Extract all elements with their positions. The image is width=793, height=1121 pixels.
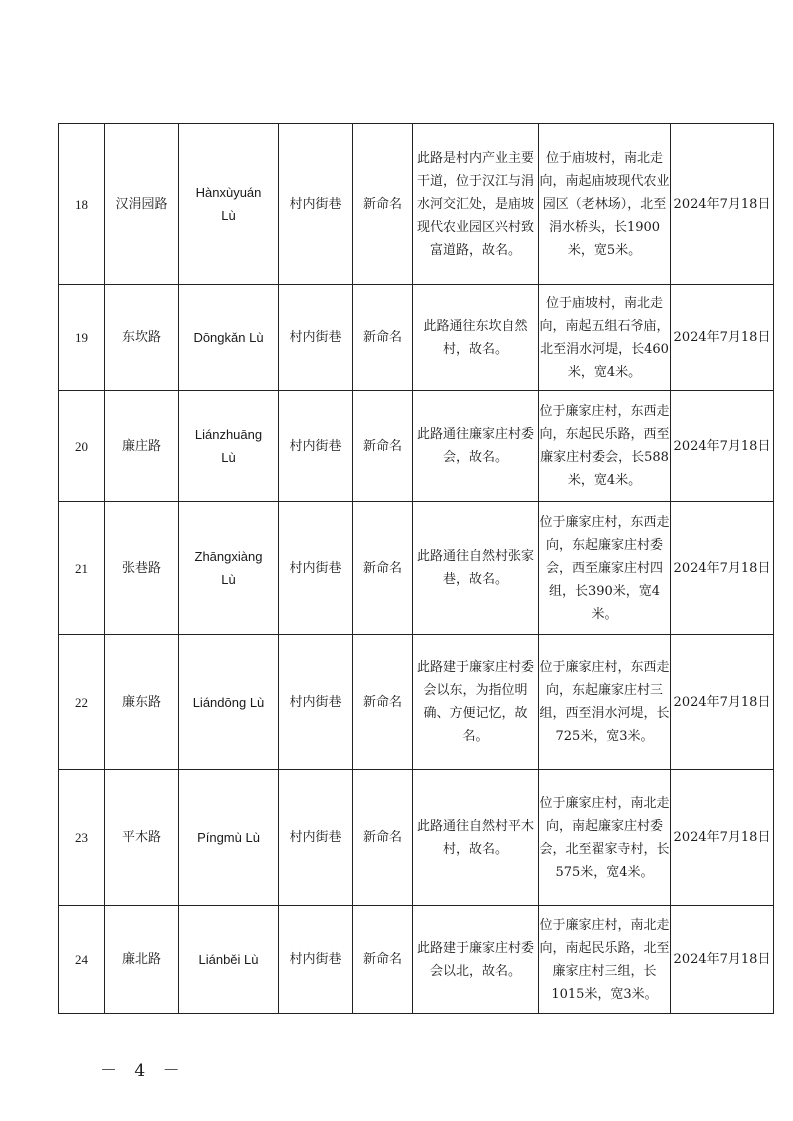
name-origin: 此路通往自然村平木村，故名。 <box>413 770 539 906</box>
road-pinyin <box>179 391 279 502</box>
road-location: 位于廉家庄村，东西走向，东起民乐路，西至廉家庄村委会，长588米，宽4米。 <box>539 391 671 502</box>
road-name: 汉涓园路 <box>105 124 179 285</box>
table-row <box>59 770 774 906</box>
road-name: 廉北路 <box>105 906 179 1014</box>
road-name: 平木路 <box>105 770 179 906</box>
road-category: 村内街巷 <box>279 635 353 770</box>
road-pinyin: Píngmù Lù <box>179 770 279 906</box>
road-location: 位于庙坡村，南北走向，南起庙坡现代农业园区（老林场），北至涓水桥头，长1900米，宽5米。 <box>539 124 671 285</box>
road-pinyin: Dōngkǎn Lù <box>179 285 279 391</box>
road-name: 张巷路 <box>105 502 179 635</box>
name-origin: 此路建于廉家庄村委会以北，故名。 <box>413 906 539 1014</box>
pinyin-line-1: Liánzhuāng <box>194 427 263 442</box>
naming-type: 新命名 <box>353 770 413 906</box>
road-name: 廉东路 <box>105 635 179 770</box>
row-number: 21 <box>59 502 105 635</box>
naming-type: 新命名 <box>353 906 413 1014</box>
naming-date: 2024年7月18日 <box>671 635 774 770</box>
name-origin: 此路是村内产业主要干道，位于汉江与涓水河交汇处，是庙坡现代农业园区兴村致富道路，故名。 <box>413 124 539 285</box>
pinyin-line-1: Zhāngxiàng <box>194 549 263 564</box>
table-row <box>59 124 774 285</box>
row-number: 24 <box>59 906 105 1014</box>
road-pinyin <box>179 502 279 635</box>
naming-date: 2024年7月18日 <box>671 770 774 906</box>
table-row <box>59 635 774 770</box>
road-category: 村内街巷 <box>279 391 353 502</box>
row-number: 23 <box>59 770 105 906</box>
pinyin-line-2: Lù <box>221 572 236 587</box>
road-pinyin <box>179 124 279 285</box>
table-row <box>59 502 774 635</box>
pinyin-line-2: Lù <box>221 450 236 465</box>
road-location: 位于廉家庄村，南北走向，南起民乐路，北至廉家庄村三组，长1015米，宽3米。 <box>539 906 671 1014</box>
table-row <box>59 391 774 502</box>
road-location: 位于廉家庄村，南北走向，南起廉家庄村委会，北至翟家寺村，长575米，宽4米。 <box>539 770 671 906</box>
road-location: 位于廉家庄村，东西走向，东起廉家庄村三组，西至涓水河堤，长725米，宽3米。 <box>539 635 671 770</box>
name-origin: 此路通往廉家庄村委会，故名。 <box>413 391 539 502</box>
naming-type: 新命名 <box>353 285 413 391</box>
naming-type: 新命名 <box>353 391 413 502</box>
naming-date: 2024年7月18日 <box>671 124 774 285</box>
naming-date: 2024年7月18日 <box>671 391 774 502</box>
table-row <box>59 285 774 391</box>
row-number: 19 <box>59 285 105 391</box>
road-category: 村内街巷 <box>279 770 353 906</box>
pinyin-line-1: Hànxùyuán <box>195 185 262 200</box>
road-location: 位于庙坡村，南北走向，南起五组石爷庙，北至涓水河堤，长460米，宽4米。 <box>539 285 671 391</box>
name-origin: 此路建于廉家庄村委会以东，为指位明确、方便记忆，故名。 <box>413 635 539 770</box>
road-name: 廉庄路 <box>105 391 179 502</box>
naming-date: 2024年7月18日 <box>671 285 774 391</box>
road-name: 东坎路 <box>105 285 179 391</box>
page-number: － 4 － <box>100 1061 186 1081</box>
name-origin: 此路通往自然村张家巷，故名。 <box>413 502 539 635</box>
naming-date: 2024年7月18日 <box>671 502 774 635</box>
road-category: 村内街巷 <box>279 502 353 635</box>
road-category: 村内街巷 <box>279 906 353 1014</box>
road-pinyin: Liánběi Lù <box>179 906 279 1014</box>
road-category: 村内街巷 <box>279 124 353 285</box>
road-naming-table <box>58 123 774 1014</box>
road-location: 位于廉家庄村，东西走向，东起廉家庄村委会，西至廉家庄村四组，长390米，宽4米。 <box>539 502 671 635</box>
row-number: 22 <box>59 635 105 770</box>
naming-type: 新命名 <box>353 635 413 770</box>
road-pinyin: Liándōng Lù <box>179 635 279 770</box>
table-row <box>59 906 774 1014</box>
road-category: 村内街巷 <box>279 285 353 391</box>
naming-type: 新命名 <box>353 502 413 635</box>
name-origin: 此路通往东坎自然村，故名。 <box>413 285 539 391</box>
naming-date: 2024年7月18日 <box>671 906 774 1014</box>
pinyin-line-2: Lù <box>221 208 236 223</box>
naming-type: 新命名 <box>353 124 413 285</box>
row-number: 18 <box>59 124 105 285</box>
row-number: 20 <box>59 391 105 502</box>
